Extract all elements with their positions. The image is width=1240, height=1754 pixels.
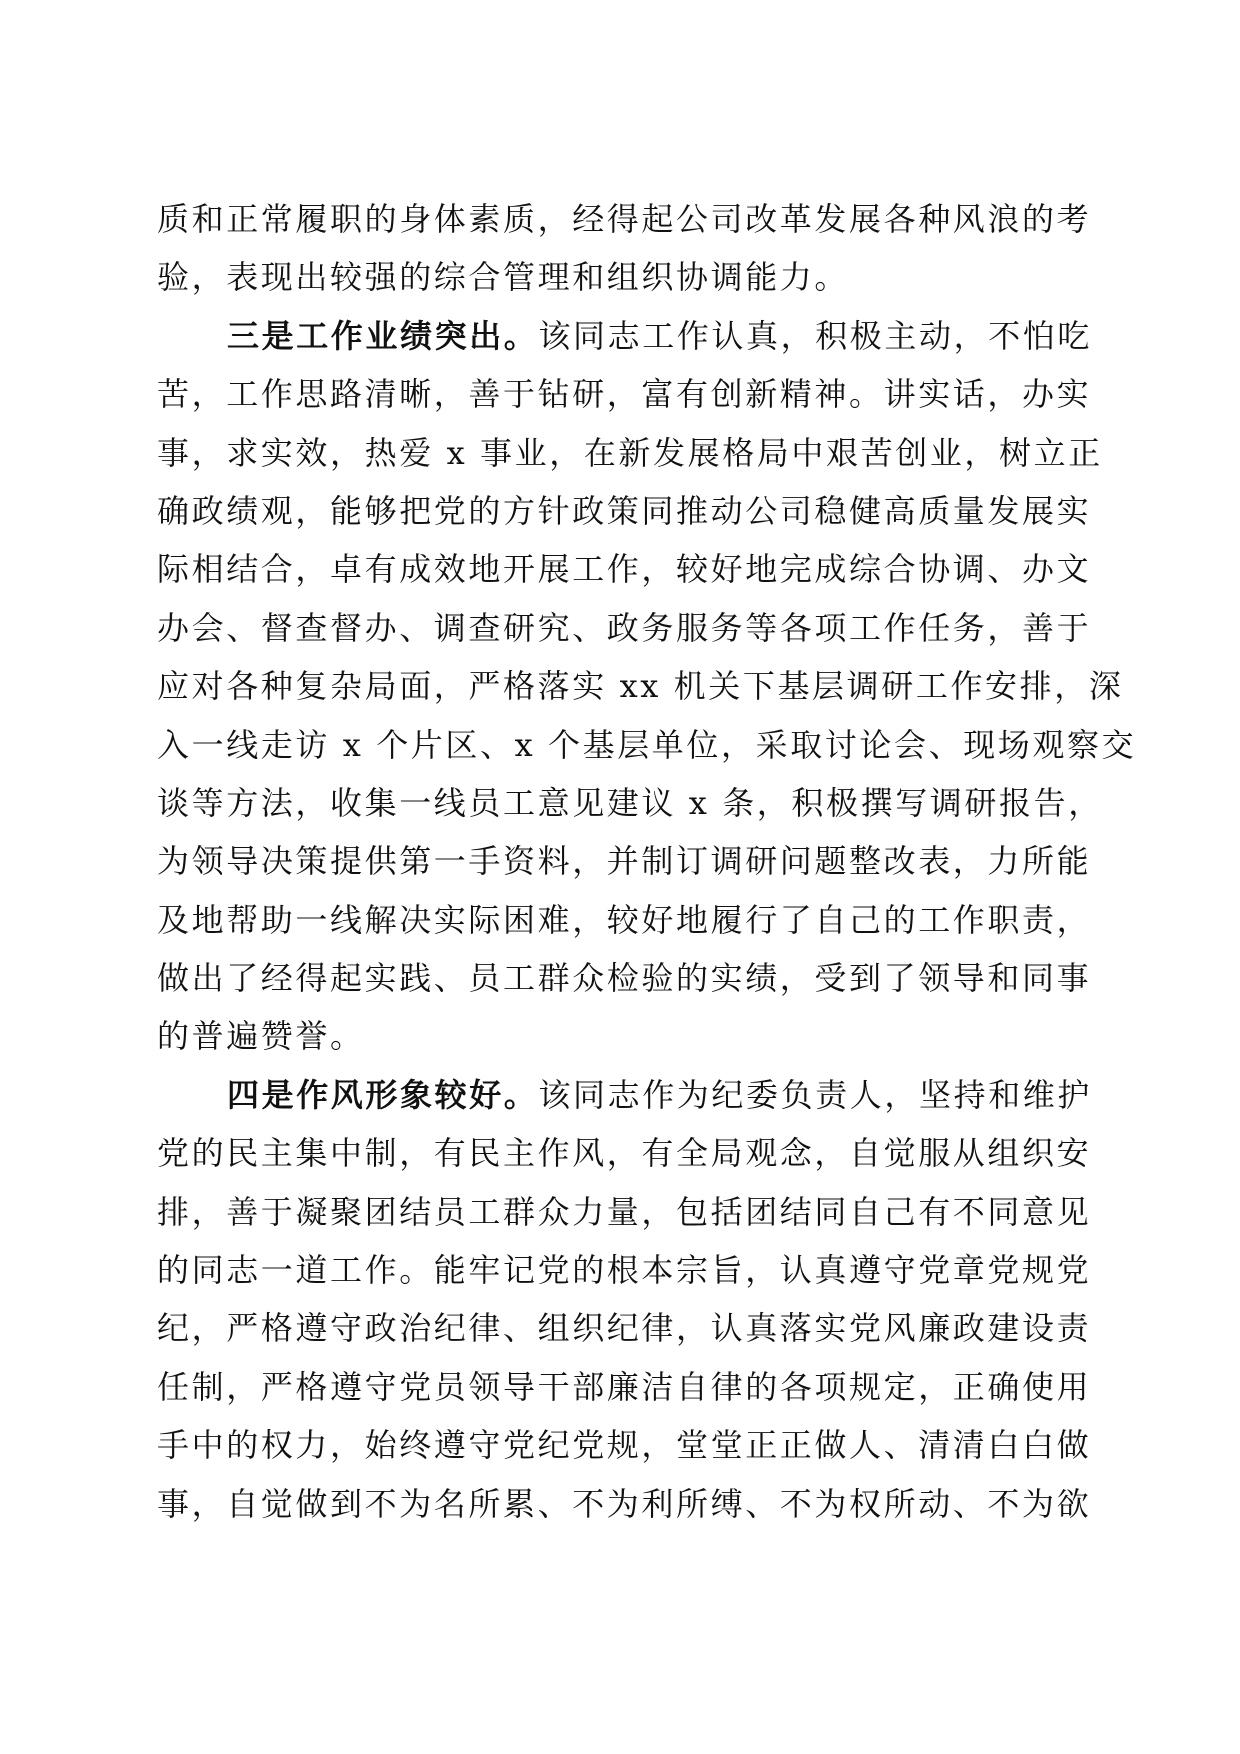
text-line: 入一线走访 x 个片区、x 个基层单位，采取讨论会、现场观察交: [157, 725, 1137, 764]
text-line: 及地帮助一线解决实际困难，较好地履行了自己的工作职责，: [157, 900, 1092, 939]
text-line: 办会、督查督办、调查研究、政务服务等各项工作任务，善于: [157, 608, 1092, 647]
paragraph-start-line: [157, 307, 1093, 365]
text-line: 事，求实效，热爱 x 事业，在新发展格局中艰苦创业，树立正: [157, 433, 1103, 472]
section-heading: 三是工作业绩突出。: [227, 316, 539, 355]
text-line: 手中的权力，始终遵守党纪党规，堂堂正正做人、清清白白做: [157, 1426, 1092, 1465]
text-line: 的普遍赞誉。: [157, 1017, 365, 1056]
text-line: 苦，工作思路清晰，善于钻研，富有创新精神。讲实话，办实: [157, 375, 1092, 414]
body-text: [157, 190, 1137, 1533]
text-span: 该同志工作认真，积极主动，不怕吃: [538, 316, 1093, 355]
paragraph-start-line: [157, 1066, 1093, 1124]
text-line: 排，善于凝聚团结员工群众力量，包括团结同自己有不同意见: [157, 1192, 1092, 1231]
text-line: 任制，严格遵守党员领导干部廉洁自律的各项规定，正确使用: [157, 1367, 1092, 1406]
text-line: 验，表现出较强的综合管理和组织协调能力。: [157, 258, 850, 297]
text-line: 为领导决策提供第一手资料，并制订调研问题整改表，力所能: [157, 842, 1092, 881]
text-line: 的同志一道工作。能牢记党的根本宗旨，认真遵守党章党规党: [157, 1251, 1092, 1290]
section-heading: 四是作风形象较好。: [227, 1075, 539, 1114]
text-line: 谈等方法，收集一线员工意见建议 x 条，积极撰写调研报告，: [157, 783, 1103, 822]
text-line: 事，自觉做到不为名所累、不为利所缚、不为权所动、不为欲: [157, 1484, 1092, 1523]
text-line: 确政绩观，能够把党的方针政策同推动公司稳健高质量发展实: [157, 491, 1092, 530]
text-line: 做出了经得起实践、员工群众检验的实绩，受到了领导和同事: [157, 959, 1092, 998]
text-span: 该同志作为纪委负责人，坚持和维护: [538, 1075, 1093, 1114]
text-line: 党的民主集中制，有民主作风，有全局观念，自觉服从组织安: [157, 1134, 1092, 1173]
text-line: 际相结合，卓有成效地开展工作，较好地完成综合协调、办文: [157, 550, 1092, 589]
text-line: 质和正常履职的身体素质，经得起公司改革发展各种风浪的考: [157, 200, 1092, 238]
text-line: 应对各种复杂局面，严格落实 xx 机关下基层调研工作安排，深: [157, 667, 1124, 706]
text-line: 纪，严格遵守政治纪律、组织纪律，认真落实党风廉政建设责: [157, 1309, 1092, 1348]
